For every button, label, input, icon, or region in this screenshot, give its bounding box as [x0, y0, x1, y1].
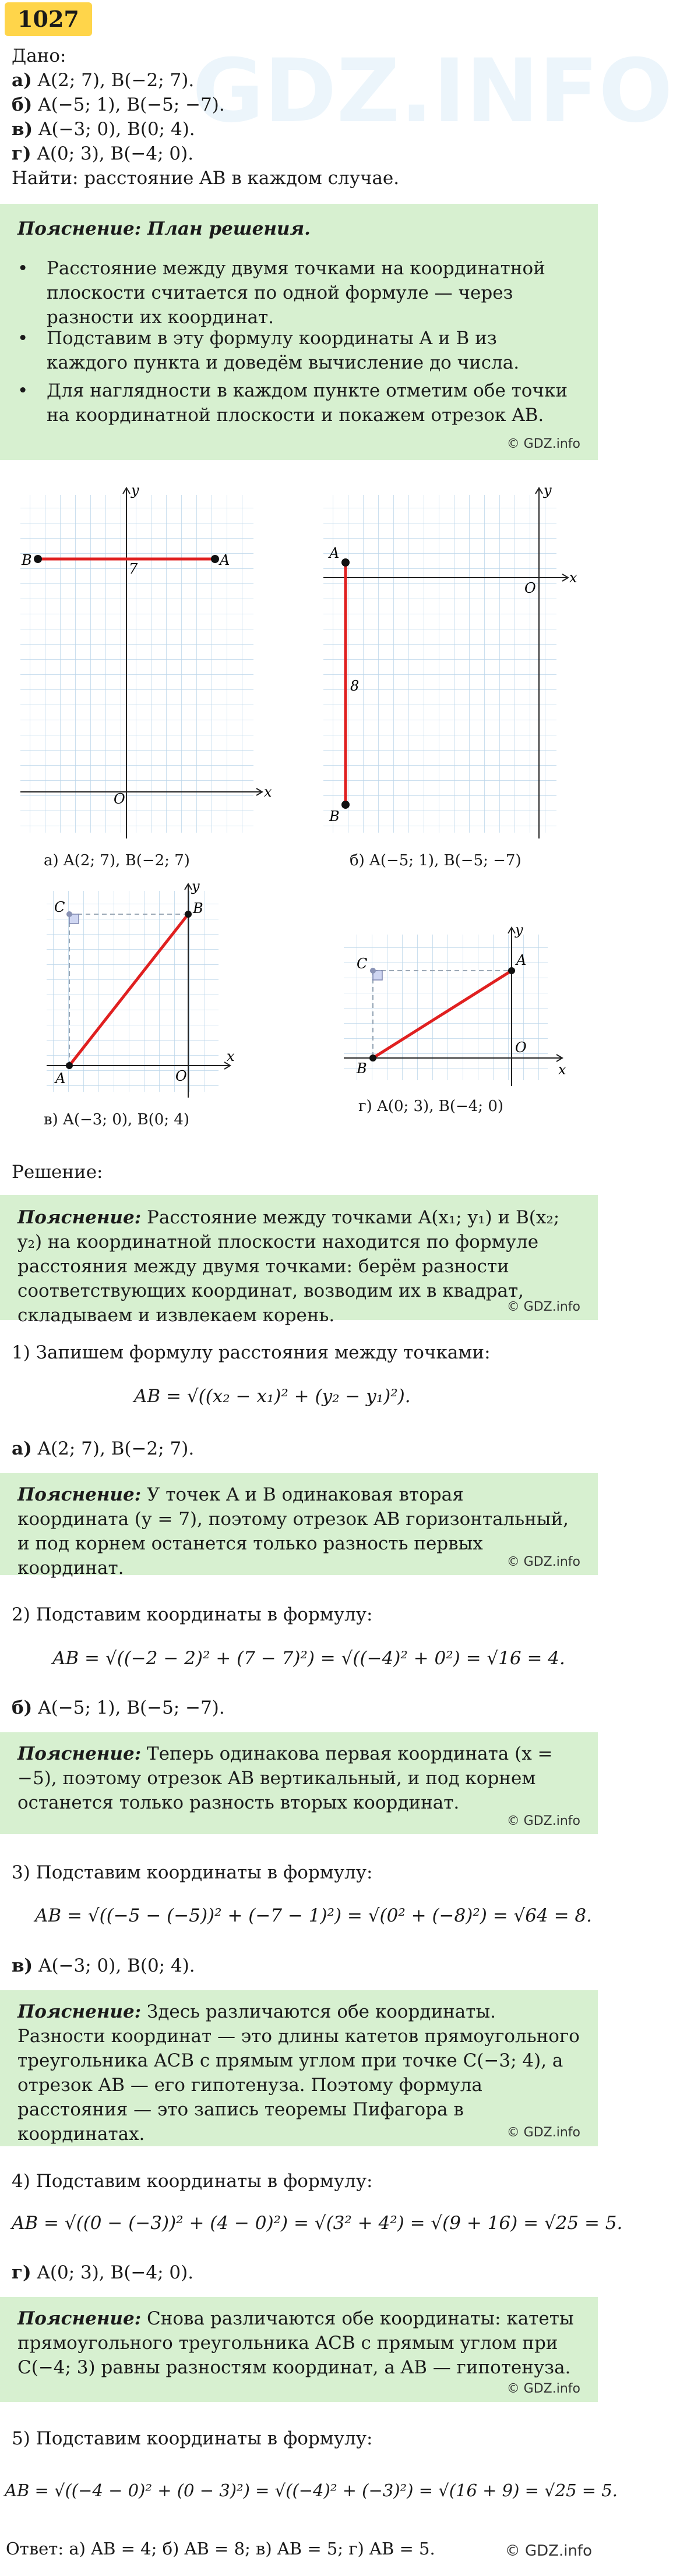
caption-b: б) A(−5; 1), B(−5; −7) [350, 852, 522, 869]
gdz-credit: © GDZ.info [506, 1814, 580, 1828]
gdz-credit: © GDZ.info [506, 437, 580, 451]
label-x: x [569, 569, 577, 586]
part-g-given [12, 2262, 193, 2283]
note-heading: Пояснение: [17, 1207, 142, 1228]
note-heading: Пояснение: [17, 2001, 142, 2022]
label-length: 8 [350, 678, 360, 694]
step-text: 5) Подставим координаты в формулу: [12, 2428, 373, 2449]
label-c: C [357, 956, 368, 972]
note-g-box [0, 2297, 598, 2402]
gdz-credit: © GDZ.info [505, 2542, 592, 2560]
part-a-given [12, 1438, 194, 1459]
formula-v: AB = √((0 − (−3))² + (4 − 0)²) = √(3² + 4²) = √(9 + 16) = √25 = 5. [12, 2213, 623, 2234]
caption-a: а) A(2; 7), B(−2; 7) [44, 852, 190, 869]
point-b [34, 555, 42, 563]
label-a: A [220, 552, 230, 568]
given-item-label: в) [12, 119, 33, 140]
answer-text: Ответ: а) AB = 4; б) AB = 8; в) AB = 5; г) AB = 5. [6, 2539, 435, 2559]
gdz-credit: © GDZ.info [506, 2382, 580, 2396]
plan-bullet: • Подставим в эту формулу координаты A и B из каждого пункта и доведём вычисление до числа. [47, 326, 580, 375]
label-x: x [264, 784, 272, 800]
caption-v: в) A(−3; 0), B(0; 4) [44, 1111, 190, 1128]
note-heading: Пояснение: [17, 1484, 142, 1505]
part-label: в) [12, 1955, 33, 1976]
note-text: Пояснение: Расстояние между точками A(x₁; y₁) и B(x₂; y₂) на координатной плоскости находится по формуле расстояния между двумя точками: берём разности соответствующих координат, возводим их в квадрат, складываем и извлекаем корень. [17, 1207, 560, 1326]
note-a-box [0, 1473, 598, 1579]
note-formula-box [0, 1195, 598, 1326]
task-number-badge: 1027 [5, 2, 92, 36]
plan-title: Пояснение: План решения. [17, 218, 311, 239]
part-label: а) [12, 1438, 32, 1459]
graph-b [318, 477, 580, 850]
point-a [66, 1062, 73, 1069]
label-a: A [329, 545, 340, 561]
label-origin: O [524, 580, 536, 596]
formula-g: AB = √((−4 − 0)² + (0 − 3)²) = √((−4)² + (−3)²) = √(16 + 9) = √25 = 5. [5, 2481, 618, 2500]
point-a [211, 555, 219, 563]
part-v-given [12, 1955, 195, 1976]
distance-formula: AB = √((x₂ − x₁)² + (y₂ − y₁)²). [134, 1386, 411, 1407]
point-c [370, 968, 376, 974]
part-given-text: A(0; 3), B(−4; 0). [37, 2262, 194, 2283]
given-item-label: г) [12, 143, 31, 164]
formula-a: AB = √((−2 − 2)² + (7 − 7)²) = √((−4)² + 0²) = √16 = 4. [52, 1648, 565, 1669]
gdz-credit: © GDZ.info [506, 1300, 580, 1314]
find-text: Найти: расстояние AB в каждом случае. [12, 168, 400, 189]
formula-b: AB = √((−5 − (−5))² + (−7 − 1)²) = √(0² + (−8)²) = √64 = 8. [35, 1905, 592, 1926]
solution-label: Решение: [12, 1162, 103, 1183]
label-origin: O [114, 791, 125, 807]
point-c [66, 911, 72, 917]
note-text: Пояснение: Снова различаются обе координаты: катеты прямоугольного треугольника ACB с прямым углом при C(−4; 3) равны разностям координат, а AB — гипотенуза. [17, 2308, 574, 2378]
given-item-text: A(−3; 0), B(0; 4). [38, 119, 195, 140]
plan-bullet: • Расстояние между двумя точками на координатной плоскости считается по одной формуле — через разности их координат. [47, 256, 580, 330]
label-tick-7: 7 [129, 561, 138, 577]
given-item-text: A(−5; 1), B(−5; −7). [38, 94, 225, 115]
graph-a [15, 477, 277, 850]
label-b: B [357, 1060, 367, 1077]
note-heading: Пояснение: [17, 1743, 142, 1764]
graph-g [326, 917, 571, 1092]
given-item-text: A(0; 3), B(−4; 0). [37, 143, 194, 164]
label-b: B [22, 552, 32, 568]
given-item-label: б) [12, 94, 33, 115]
plan-bullet: • Для наглядности в каждом пункте отметим обе точки на координатной плоскости и покажем отрезок AB. [47, 378, 580, 427]
given-item-text: A(2; 7), B(−2; 7). [37, 70, 195, 91]
label-y: y [192, 878, 200, 894]
grid-area [323, 495, 556, 833]
label-origin: O [175, 1068, 187, 1084]
given-item-g [12, 143, 193, 164]
part-given-text: A(−5; 1), B(−5; −7). [38, 1697, 225, 1718]
part-given-text: A(−3; 0), B(0; 4). [38, 1955, 195, 1976]
grid-area [20, 495, 253, 833]
step-text: 4) Подставим координаты в формулу: [12, 2171, 373, 2192]
part-given-text: A(2; 7), B(−2; 7). [37, 1438, 195, 1459]
label-b: B [193, 900, 203, 917]
label-y: y [131, 482, 139, 498]
plan-note-box [0, 204, 598, 460]
point-b [369, 1055, 376, 1061]
point-b [185, 911, 192, 918]
label-c: C [54, 899, 65, 915]
given-item-b [12, 94, 225, 115]
note-b-box [0, 1732, 598, 1834]
note-text: Пояснение: Здесь различаются обе координаты. Разности координат — это длины катетов прямоугольного треугольника ACB с прямым углом при точке C(−3; 4), а отрезок AB — его гипотенуза. Поэтому формула расстояния — это запись теоремы Пифагора в координатах. [17, 2001, 580, 2145]
note-text: Пояснение: Теперь одинакова первая координата (x = −5), поэтому отрезок AB вертикальный, и под корнем останется только разность вторых координат. [17, 1743, 553, 1813]
part-label: г) [12, 2262, 31, 2283]
label-a: A [55, 1070, 66, 1087]
label-b: B [329, 808, 340, 825]
graph-v [38, 873, 236, 1106]
label-a: A [516, 952, 527, 968]
note-heading: Пояснение: [17, 2308, 142, 2329]
step-text: 1) Запишем формулу расстояния между точками: [12, 1342, 491, 1363]
note-text: Пояснение: У точек A и B одинаковая вторая координата (y = 7), поэтому отрезок AB горизонтальный, и под корнем останется только разность первых координат. [17, 1484, 569, 1579]
label-x: x [227, 1048, 235, 1064]
point-a [341, 558, 350, 567]
given-item-label: а) [12, 70, 32, 91]
caption-g: г) A(0; 3), B(−4; 0) [358, 1098, 504, 1115]
watermark-logo: GDZ.INFO [192, 41, 673, 142]
label-origin: O [515, 1039, 527, 1056]
gdz-credit: © GDZ.info [506, 1555, 580, 1569]
part-b-given [12, 1697, 225, 1718]
part-label: б) [12, 1697, 33, 1718]
given-item-a [12, 70, 194, 91]
point-a [508, 967, 515, 974]
point-b [341, 801, 350, 809]
step-text: 3) Подставим координаты в формулу: [12, 1862, 373, 1883]
label-y: y [515, 922, 523, 938]
note-v-box [0, 1990, 598, 2146]
given-item-v [12, 119, 195, 140]
given-label: Дано: [12, 45, 66, 66]
label-y: y [544, 482, 552, 498]
step-text: 2) Подставим координаты в формулу: [12, 1604, 373, 1625]
gdz-credit: © GDZ.info [506, 2125, 580, 2140]
label-x: x [558, 1061, 566, 1078]
